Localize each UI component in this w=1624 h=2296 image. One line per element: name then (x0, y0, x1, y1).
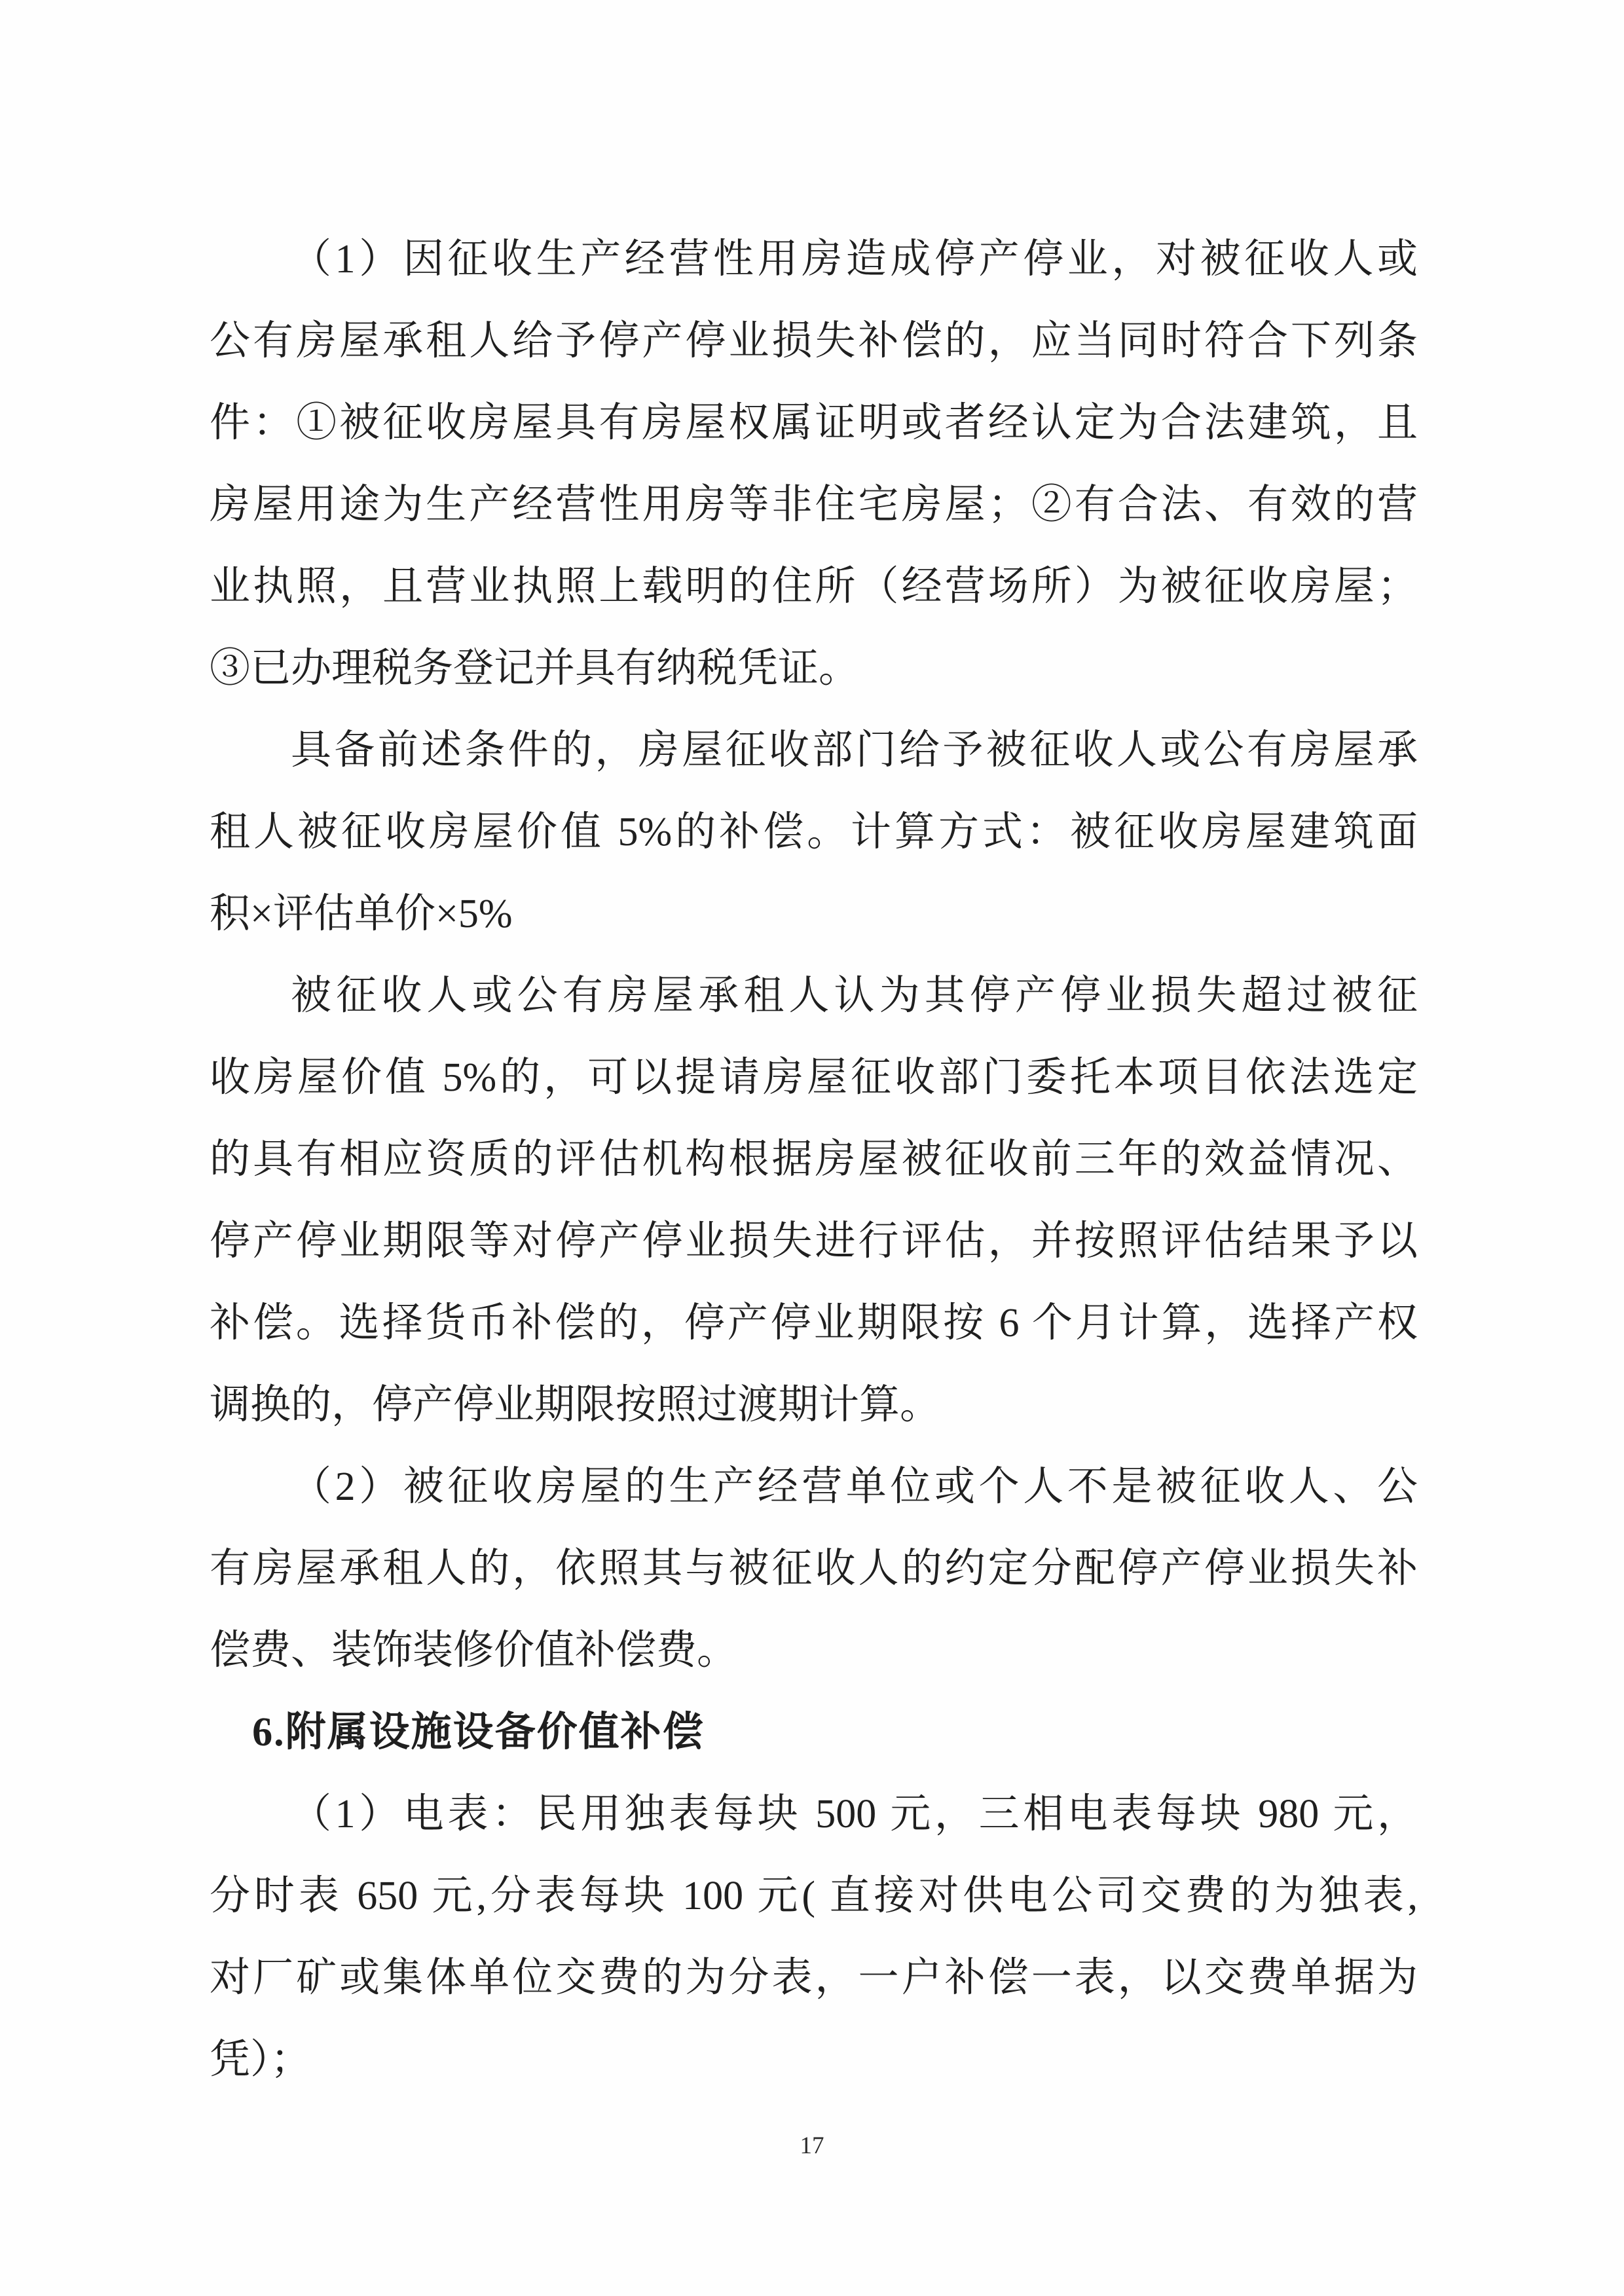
paragraph-line: 租人被征收房屋价值 5%的补偿。计算方式：被征收房屋建筑面 (210, 810, 1418, 854)
paragraph-line: 分时表 650 元,分表每块 100 元( 直接对供电公司交费的为独表, (210, 1874, 1418, 1918)
paragraph-line: （1）电表：民用独表每块 500 元，三相电表每块 980 元， (291, 1792, 1418, 1836)
paragraph-line: ③已办理税务登记并具有纳税凭证。 (210, 646, 860, 691)
paragraph-line: 业执照，且营业执照上载明的住所（经营场所）为被征收房屋； (210, 564, 1418, 609)
paragraph-line: 的具有相应资质的评估机构根据房屋被征收前三年的效益情况、 (210, 1137, 1418, 1182)
paragraph-line: 公有房屋承租人给予停产停业损失补偿的，应当同时符合下列条 (210, 319, 1418, 363)
paragraph-line: 对厂矿或集体单位交费的为分表，一户补偿一表，以交费单据为 (210, 1956, 1418, 2000)
paragraph-line: 凭）； (210, 2037, 312, 2082)
paragraph-line: 积×评估单价×5% (210, 892, 513, 936)
paragraph-line: 偿费、装饰装修价值补偿费。 (210, 1628, 738, 1673)
section-heading: 6.附属设施设备价值补偿 (252, 1710, 705, 1755)
paragraph-line: 补偿。选择货币补偿的，停产停业期限按 6 个月计算，选择产权 (210, 1301, 1418, 1345)
paragraph-line: 被征收人或公有房屋承租人认为其停产停业损失超过被征 (291, 974, 1418, 1018)
page-number: 17 (800, 2132, 824, 2159)
paragraph-line: 停产停业期限等对停产停业损失进行评估，并按照评估结果予以 (210, 1219, 1418, 1264)
paragraph-line: 件：①被征收房屋具有房屋权属证明或者经认定为合法建筑，且 (210, 401, 1418, 445)
paragraph-line: 具备前述条件的，房屋征收部门给予被征收人或公有房屋承 (291, 728, 1418, 773)
paragraph-line: （2）被征收房屋的生产经营单位或个人不是被征收人、公 (291, 1465, 1418, 1509)
paragraph-line: （1）因征收生产经营性用房造成停产停业，对被征收人或 (291, 237, 1418, 282)
paragraph-line: 调换的，停产停业期限按照过渡期计算。 (210, 1383, 941, 1427)
paragraph-line: 收房屋价值 5%的，可以提请房屋征收部门委托本项目依法选定 (210, 1055, 1418, 1100)
paragraph-line: 房屋用途为生产经营性用房等非住宅房屋；②有合法、有效的营 (210, 483, 1418, 527)
document-body (210, 219, 1418, 2101)
paragraph-line: 有房屋承租人的，依照其与被征收人的约定分配停产停业损失补 (210, 1546, 1418, 1591)
